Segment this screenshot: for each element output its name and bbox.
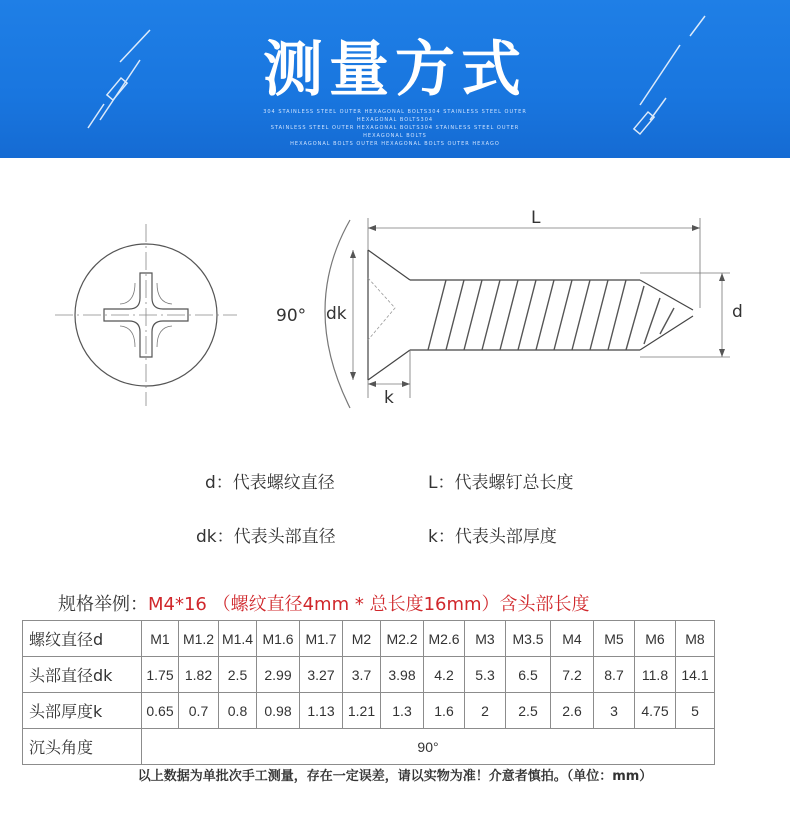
table-cell: M8 bbox=[676, 621, 715, 657]
table-row bbox=[23, 729, 715, 765]
table-cell: M2.2 bbox=[381, 621, 424, 657]
table-cell: 0.98 bbox=[257, 693, 300, 729]
label-d: d bbox=[732, 302, 743, 322]
table-cell: 2.99 bbox=[257, 657, 300, 693]
table-cell: M1.6 bbox=[257, 621, 300, 657]
footnote: 以上数据为单批次手工测量，存在一定误差，请以实物为准！介意者慎拍。（单位：mm） bbox=[137, 769, 653, 784]
table-cell: 5.3 bbox=[465, 657, 506, 693]
row-header: 螺纹直径d bbox=[23, 621, 142, 657]
label-k: k bbox=[384, 388, 394, 408]
spec-table bbox=[22, 620, 715, 765]
table-cell: 1.82 bbox=[179, 657, 219, 693]
row-header: 头部厚度k bbox=[23, 693, 142, 729]
label-L: L bbox=[531, 208, 541, 228]
screw-side-view bbox=[325, 218, 730, 408]
legend-L: L：代表螺钉总长度 bbox=[428, 473, 574, 493]
table-cell: M2.6 bbox=[424, 621, 465, 657]
table-cell: 4.75 bbox=[635, 693, 676, 729]
table-cell: 5 bbox=[676, 693, 715, 729]
table-cell: 2.5 bbox=[219, 657, 257, 693]
table-row bbox=[23, 693, 715, 729]
legend-k: k：代表头部厚度 bbox=[428, 527, 557, 547]
table-cell: M1 bbox=[142, 621, 179, 657]
row-header: 头部直径dk bbox=[23, 657, 142, 693]
spec-value: M4*16 （螺纹直径4mm * 总长度16mm）含头部长度 bbox=[148, 594, 590, 615]
table-cell: 1.75 bbox=[142, 657, 179, 693]
table-cell: 1.13 bbox=[300, 693, 343, 729]
table-cell: M2 bbox=[343, 621, 381, 657]
legend-dk: dk：代表头部直径 bbox=[196, 527, 336, 547]
table-cell: 3 bbox=[594, 693, 635, 729]
screw-head-top-view bbox=[55, 224, 237, 406]
table-row bbox=[23, 621, 715, 657]
table-cell: 3.27 bbox=[300, 657, 343, 693]
table-cell: 7.2 bbox=[551, 657, 594, 693]
table-cell: 14.1 bbox=[676, 657, 715, 693]
table-cell: 0.7 bbox=[179, 693, 219, 729]
table-cell: 1.6 bbox=[424, 693, 465, 729]
table-cell: 1.3 bbox=[381, 693, 424, 729]
screw-diagram bbox=[0, 158, 790, 458]
table-cell: 2.5 bbox=[506, 693, 551, 729]
banner bbox=[0, 0, 790, 158]
banner-subtitle: 304 STAINLESS STEEL OUTER HEXAGONAL BOLTS304 STAINLESS STEEL OUTER HEXAGONAL BOLTS304 STAINLESS STEEL OUTER HEXAGONAL BOLTS304 STAINLESS STEEL OUTER HEXAGONAL BOLTS HEXAGONAL BOLTS OUTER HEXAGONAL BOLTS OUTER HEXAGO bbox=[263, 109, 527, 147]
label-dk: dk bbox=[326, 304, 347, 324]
table-cell: M1.7 bbox=[300, 621, 343, 657]
label-angle: 90° bbox=[276, 306, 307, 326]
table-cell: M6 bbox=[635, 621, 676, 657]
table-cell: 0.65 bbox=[142, 693, 179, 729]
table-cell: M4 bbox=[551, 621, 594, 657]
row-header: 沉头角度 bbox=[23, 729, 142, 765]
angle-value-cell: 90° bbox=[142, 729, 715, 765]
table-cell: M1.4 bbox=[219, 621, 257, 657]
table-cell: 3.98 bbox=[381, 657, 424, 693]
table-cell: 2.6 bbox=[551, 693, 594, 729]
table-cell: 4.2 bbox=[424, 657, 465, 693]
table-cell: 11.8 bbox=[635, 657, 676, 693]
table-cell: 2 bbox=[465, 693, 506, 729]
table-cell: 3.7 bbox=[343, 657, 381, 693]
table-cell: 8.7 bbox=[594, 657, 635, 693]
table-cell: 0.8 bbox=[219, 693, 257, 729]
spec-example bbox=[58, 590, 590, 616]
spec-prefix: 规格举例： bbox=[58, 594, 148, 615]
table-row bbox=[23, 657, 715, 693]
table-cell: 6.5 bbox=[506, 657, 551, 693]
table-cell: M1.2 bbox=[179, 621, 219, 657]
table-cell: 1.21 bbox=[343, 693, 381, 729]
legend-d: d：代表螺纹直径 bbox=[205, 473, 335, 493]
table-cell: M3 bbox=[465, 621, 506, 657]
page-title: 测量方式 bbox=[263, 35, 527, 105]
table-cell: M5 bbox=[594, 621, 635, 657]
screw-drawing bbox=[0, 158, 790, 458]
table-cell: M3.5 bbox=[506, 621, 551, 657]
